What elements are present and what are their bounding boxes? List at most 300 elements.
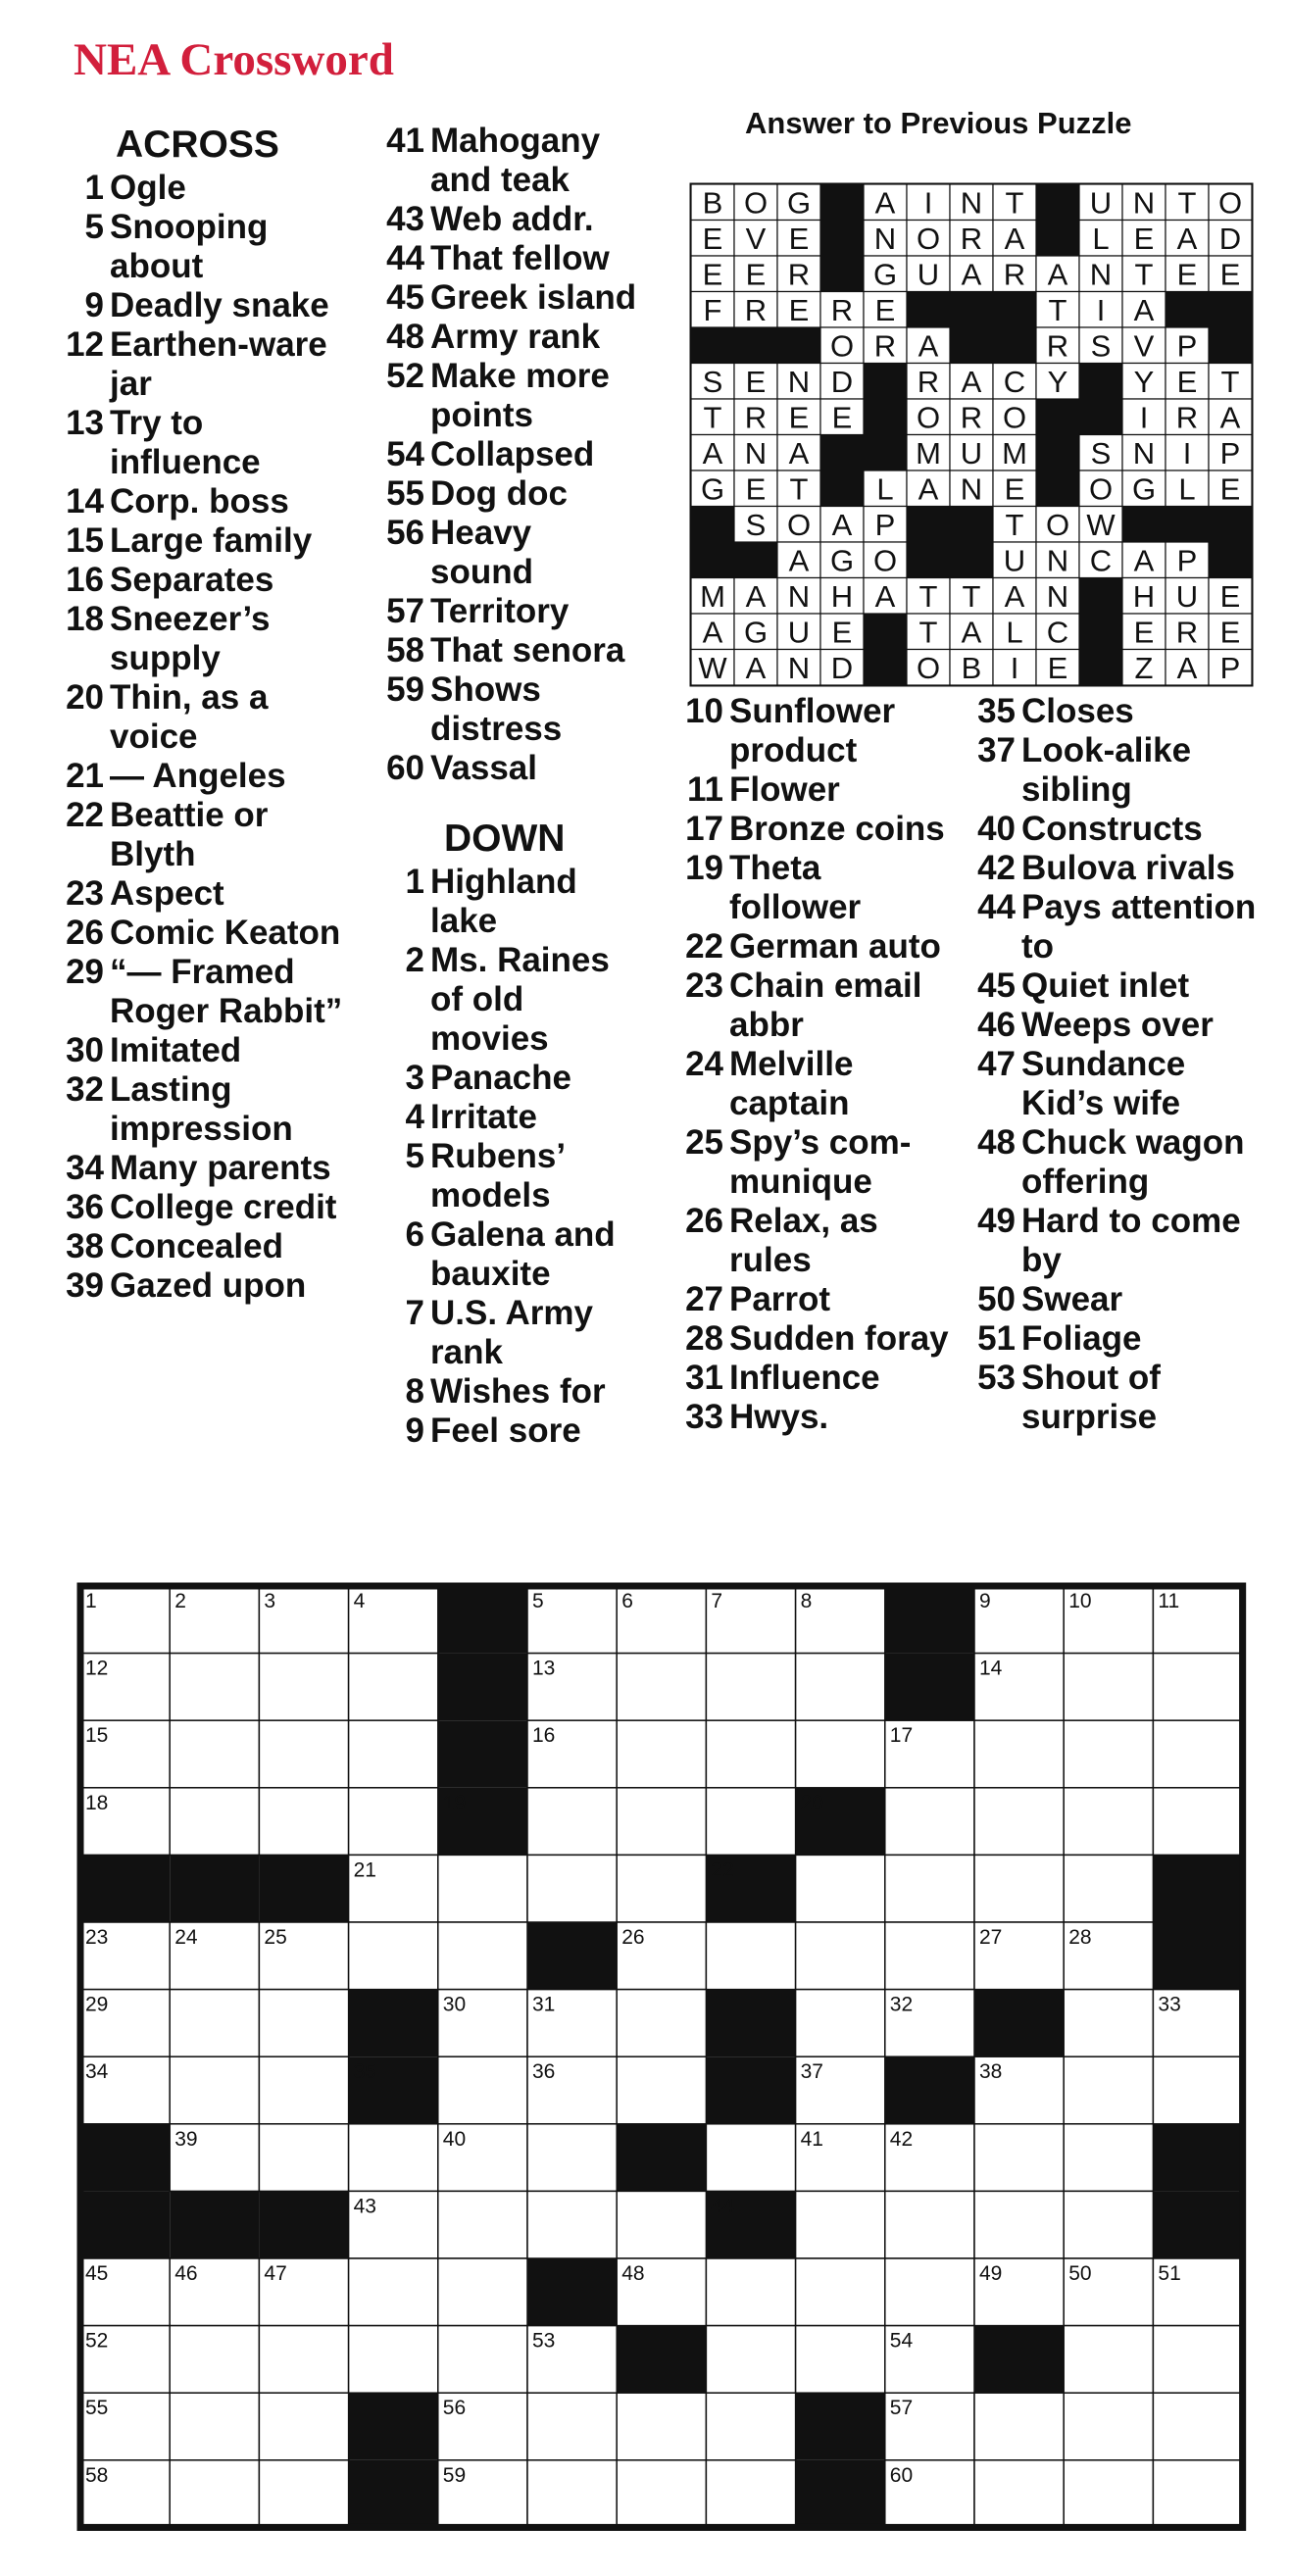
grid-cell[interactable] — [1064, 1788, 1153, 1856]
grid-cell[interactable] — [259, 2124, 348, 2192]
grid-number: 37 — [800, 2060, 823, 2084]
grid-cell[interactable] — [1153, 1788, 1242, 1856]
grid-cell[interactable] — [349, 2258, 438, 2326]
answer-block — [1079, 364, 1122, 400]
answer-letter: P — [1219, 650, 1241, 685]
grid-cell[interactable] — [349, 2124, 438, 2192]
grid-block — [796, 2393, 885, 2460]
answer-block — [907, 542, 950, 578]
crossword-grid[interactable] — [74, 1580, 1276, 2541]
clue-down-53 — [939, 1359, 1263, 1437]
grid-block — [259, 2191, 348, 2258]
clue-number: 6 — [405, 1215, 424, 1254]
clue-text: — Angeles — [110, 757, 286, 795]
answer-letter: U — [1175, 578, 1199, 614]
answer-block — [1209, 542, 1252, 578]
answer-block — [1036, 221, 1079, 257]
grid-cell[interactable] — [259, 2460, 348, 2528]
clue-text: Chuck wagon offering — [1021, 1123, 1245, 1201]
grid-cell[interactable] — [349, 1922, 438, 1990]
clue-text: Territory — [430, 592, 570, 630]
clue-text: College credit — [110, 1188, 337, 1226]
answer-letter: F — [703, 292, 722, 327]
grid-number: 40 — [442, 2127, 467, 2151]
clue-text: Hard to come by — [1021, 1202, 1241, 1279]
clue-down-46 — [939, 1006, 1263, 1045]
answer-letter: U — [917, 257, 940, 292]
clue-text: Theta follower — [729, 849, 862, 926]
grid-cell[interactable] — [527, 2191, 617, 2258]
grid-number: 30 — [442, 1993, 467, 2016]
answer-letter: A — [918, 471, 939, 507]
grid-cell[interactable] — [1064, 1720, 1153, 1788]
grid-block — [527, 1922, 617, 1990]
clue-number: 50 — [977, 1280, 1016, 1318]
grid-cell[interactable] — [796, 2191, 885, 2258]
clue-text: Greek island — [430, 278, 637, 317]
clue-text: Ms. Raines of old movies — [430, 941, 610, 1058]
answer-letter: V — [745, 221, 767, 256]
grid-cell[interactable] — [170, 2056, 259, 2124]
down-heading: DOWN — [444, 817, 566, 860]
clue-down-8 — [348, 1372, 642, 1412]
clue-down-40 — [939, 810, 1263, 849]
grid-number: 57 — [889, 2397, 914, 2420]
answer-letter: E — [1004, 471, 1025, 507]
grid-cell[interactable] — [796, 1720, 885, 1788]
answer-letter: E — [831, 400, 853, 435]
answer-letter: O — [872, 543, 898, 578]
grid-number: 3 — [264, 1590, 276, 1612]
answer-letter: A — [788, 543, 810, 578]
answer-block — [950, 507, 993, 543]
grid-cell[interactable] — [974, 1720, 1064, 1788]
answer-letter: A — [1133, 543, 1155, 578]
grid-cell[interactable] — [1064, 2393, 1153, 2460]
grid-number: 17 — [889, 1724, 914, 1748]
grid-cell[interactable] — [1064, 2191, 1153, 2258]
grid-cell[interactable] — [1064, 1990, 1153, 2057]
grid-cell[interactable] — [617, 1654, 706, 1721]
grid-cell[interactable] — [617, 2191, 706, 2258]
answer-letter: D — [830, 364, 854, 399]
clue-number: 31 — [685, 1359, 723, 1397]
grid-cell[interactable] — [259, 2056, 348, 2124]
answer-block — [1166, 292, 1209, 328]
clue-across-60 — [348, 749, 642, 788]
answer-letter: N — [744, 435, 768, 471]
clue-down-10 — [647, 692, 951, 770]
clue-number: 11 — [687, 770, 723, 809]
clue-across-21 — [49, 757, 363, 796]
answer-letter: A — [745, 650, 767, 685]
grid-cell[interactable] — [438, 1922, 527, 1990]
grid-block — [885, 1654, 974, 1721]
grid-number: 34 — [85, 2060, 109, 2084]
grid-number: 19 — [442, 1791, 467, 1814]
grid-cell[interactable] — [527, 2460, 617, 2528]
grid-cell[interactable] — [1153, 1720, 1242, 1788]
grid-cell[interactable] — [527, 1855, 617, 1922]
grid-cell[interactable] — [885, 1788, 974, 1856]
grid-number: 21 — [353, 1858, 376, 1882]
grid-cell[interactable] — [259, 2326, 348, 2394]
clue-number: 54 — [386, 435, 424, 473]
grid-cell[interactable] — [974, 2124, 1064, 2192]
grid-cell[interactable] — [1153, 2056, 1242, 2124]
clue-text: Ogle — [110, 169, 186, 207]
answer-letter: A — [874, 578, 896, 614]
grid-cell[interactable] — [259, 1990, 348, 2057]
answer-letter: M — [700, 578, 725, 614]
clue-down-33 — [647, 1398, 951, 1437]
grid-cell[interactable] — [885, 1855, 974, 1922]
grid-block — [617, 2326, 706, 2394]
grid-cell[interactable] — [796, 1654, 885, 1721]
clue-text: Web addr. — [430, 200, 594, 238]
answer-letter: R — [960, 400, 983, 435]
answer-letter: L — [1178, 471, 1196, 507]
grid-cell[interactable] — [974, 1855, 1064, 1922]
clue-text: Wishes for — [430, 1372, 606, 1411]
grid-cell[interactable] — [259, 1654, 348, 1721]
grid-block — [80, 2124, 170, 2192]
grid-cell[interactable] — [974, 2460, 1064, 2528]
answer-letter: E — [1176, 257, 1198, 292]
clue-down-4 — [348, 1098, 642, 1137]
grid-cell[interactable] — [170, 1788, 259, 1856]
grid-cell[interactable] — [1064, 1855, 1153, 1922]
grid-cell[interactable] — [706, 1654, 795, 1721]
grid-cell[interactable] — [170, 2326, 259, 2394]
answer-letter: T — [703, 400, 722, 435]
clue-number: 45 — [977, 966, 1016, 1005]
answer-letter: O — [1045, 507, 1070, 542]
down-clues-column-2 — [647, 692, 951, 1437]
clue-across-16 — [49, 561, 363, 600]
grid-number: 23 — [85, 1926, 109, 1949]
clue-text: Sudden foray — [729, 1319, 949, 1358]
clue-text: Gazed upon — [110, 1266, 307, 1305]
answer-letter: E — [788, 221, 810, 256]
answer-letter: A — [918, 328, 939, 364]
answer-block — [820, 221, 864, 257]
answer-letter: O — [1088, 471, 1114, 507]
clue-number: 13 — [66, 404, 104, 442]
answer-letter: E — [1133, 221, 1155, 256]
answer-letter: A — [1004, 578, 1025, 614]
grid-block — [349, 1990, 438, 2057]
grid-cell[interactable] — [349, 1654, 438, 1721]
clue-text: Heavy sound — [430, 514, 533, 591]
grid-cell[interactable] — [438, 2056, 527, 2124]
grid-cell[interactable] — [617, 1720, 706, 1788]
grid-cell[interactable] — [885, 1922, 974, 1990]
clue-number: 51 — [977, 1319, 1016, 1358]
clue-text: Corp. boss — [110, 482, 289, 520]
grid-number: 54 — [889, 2329, 914, 2353]
clue-text: Influence — [729, 1359, 880, 1397]
grid-cell[interactable] — [796, 2258, 885, 2326]
grid-number: 12 — [85, 1657, 109, 1680]
clue-text: Snooping about — [110, 208, 269, 285]
answer-block — [1036, 435, 1079, 471]
answer-letter: Z — [1134, 650, 1154, 685]
answer-letter: A — [702, 615, 723, 650]
grid-cell[interactable] — [1153, 2393, 1242, 2460]
clue-number: 37 — [977, 731, 1016, 769]
answer-letter: T — [918, 578, 938, 614]
down-clue-list-continued — [647, 692, 951, 1437]
answer-letter: L — [876, 471, 894, 507]
clue-number: 32 — [66, 1070, 104, 1109]
answer-letter: M — [1002, 435, 1027, 471]
clue-across-13 — [49, 404, 363, 482]
clue-text: Spy’s com-munique — [729, 1123, 912, 1201]
answer-letter: H — [1132, 578, 1156, 614]
grid-number: 4 — [353, 1590, 366, 1612]
clue-number: 44 — [386, 239, 424, 277]
clue-number: 38 — [66, 1227, 104, 1265]
grid-cell[interactable] — [527, 2124, 617, 2192]
clue-number: 24 — [685, 1045, 723, 1083]
grid-cell[interactable] — [170, 2460, 259, 2528]
clue-text: Quiet inlet — [1021, 966, 1190, 1005]
clue-down-27 — [647, 1280, 951, 1319]
answer-letter: N — [1046, 543, 1069, 578]
grid-cell[interactable] — [706, 1922, 795, 1990]
answer-letter: A — [1047, 257, 1068, 292]
answer-letter: E — [1219, 257, 1241, 292]
answer-letter: L — [1006, 615, 1023, 650]
answer-letter: E — [788, 292, 810, 327]
grid-cell[interactable] — [259, 1720, 348, 1788]
answer-block — [734, 542, 777, 578]
grid-cell[interactable] — [796, 1990, 885, 2057]
answer-block — [820, 435, 864, 471]
clue-across-29 — [49, 953, 363, 1031]
grid-cell[interactable] — [885, 2191, 974, 2258]
answer-letter: R — [917, 364, 940, 399]
answer-block — [820, 184, 864, 221]
clue-text: Many parents — [110, 1149, 331, 1187]
answer-letter: A — [1133, 292, 1155, 327]
clue-down-22 — [647, 927, 951, 966]
grid-cell[interactable] — [170, 1720, 259, 1788]
clue-number: 21 — [66, 757, 104, 795]
answer-letter: A — [831, 507, 853, 542]
grid-cell[interactable] — [1064, 2056, 1153, 2124]
clue-number: 34 — [66, 1149, 104, 1187]
grid-cell[interactable] — [706, 2326, 795, 2394]
grid-number: 38 — [979, 2060, 1003, 2084]
grid-number: 1 — [85, 1590, 97, 1612]
grid-cell[interactable] — [617, 1990, 706, 2057]
grid-cell[interactable] — [1064, 1654, 1153, 1721]
grid-number: 39 — [174, 2127, 198, 2151]
grid-cell[interactable] — [349, 1788, 438, 1856]
grid-number: 25 — [264, 1926, 287, 1949]
grid-cell[interactable] — [527, 2393, 617, 2460]
answer-letter: O — [743, 185, 769, 221]
grid-cell[interactable] — [1064, 2124, 1153, 2192]
grid-number: 52 — [85, 2329, 109, 2353]
grid-cell[interactable] — [974, 1788, 1064, 1856]
grid-block — [796, 2460, 885, 2528]
grid-cell[interactable] — [796, 2326, 885, 2394]
clue-text: Aspect — [110, 874, 224, 913]
grid-cell[interactable] — [1064, 2326, 1153, 2394]
answer-letter: E — [702, 221, 723, 256]
answer-letter: N — [1132, 435, 1156, 471]
clue-text: Melville captain — [729, 1045, 854, 1122]
clue-across-23 — [49, 874, 363, 914]
grid-cell[interactable] — [617, 1855, 706, 1922]
clue-text: Collapsed — [430, 435, 595, 473]
clue-number: 2 — [405, 941, 424, 979]
clue-across-57 — [348, 592, 642, 631]
answer-letter: E — [788, 400, 810, 435]
clue-number: 7 — [405, 1294, 424, 1332]
clue-text: Foliage — [1021, 1319, 1142, 1358]
answer-block — [950, 327, 993, 364]
grid-cell[interactable] — [706, 2460, 795, 2528]
grid-cell[interactable] — [170, 1654, 259, 1721]
clue-number: 57 — [386, 592, 424, 630]
grid-number: 15 — [85, 1724, 109, 1748]
clue-across-14 — [49, 482, 363, 521]
clue-text: Pays attention to — [1021, 888, 1257, 966]
grid-number: 6 — [621, 1590, 633, 1612]
grid-block — [438, 1586, 527, 1654]
clue-number: 30 — [66, 1031, 104, 1069]
clue-text: Sundance Kid’s wife — [1021, 1045, 1186, 1122]
answer-letter: A — [1176, 650, 1198, 685]
grid-cell[interactable] — [259, 1788, 348, 1856]
clue-text: Make more points — [430, 357, 610, 434]
grid-cell[interactable] — [974, 2393, 1064, 2460]
grid-cell[interactable] — [617, 1788, 706, 1856]
grid-number: 32 — [889, 1993, 914, 2016]
answer-letter: R — [960, 221, 983, 256]
answer-letter: E — [1219, 471, 1241, 507]
clue-number: 25 — [685, 1123, 723, 1162]
clue-text: Closes — [1021, 692, 1134, 730]
grid-cell[interactable] — [170, 1990, 259, 2057]
clue-number: 48 — [386, 318, 424, 356]
grid-cell[interactable] — [1153, 1654, 1242, 1721]
answer-letter: N — [960, 471, 983, 507]
grid-cell[interactable] — [617, 2393, 706, 2460]
answer-letter: I — [923, 185, 933, 221]
answer-letter: R — [1175, 615, 1199, 650]
grid-cell[interactable] — [796, 1855, 885, 1922]
clue-number: 5 — [405, 1137, 424, 1175]
grid-cell[interactable] — [617, 2056, 706, 2124]
grid-cell[interactable] — [527, 1788, 617, 1856]
grid-number: 46 — [174, 2262, 198, 2285]
grid-cell[interactable] — [349, 2326, 438, 2394]
grid-cell[interactable] — [1064, 2460, 1153, 2528]
answer-letter: T — [1048, 292, 1067, 327]
clue-number: 56 — [386, 514, 424, 552]
clue-text: Try to influence — [110, 404, 261, 481]
answer-letter: N — [1089, 257, 1113, 292]
grid-cell[interactable] — [438, 1855, 527, 1922]
clue-down-26 — [647, 1202, 951, 1280]
clue-across-5 — [49, 208, 363, 286]
answer-letter: A — [874, 185, 896, 221]
clue-text: Flower — [729, 770, 840, 809]
grid-block — [885, 1586, 974, 1654]
clue-text: Dog doc — [430, 474, 568, 513]
grid-cell[interactable] — [438, 2191, 527, 2258]
grid-cell[interactable] — [706, 1720, 795, 1788]
grid-cell[interactable] — [885, 2258, 974, 2326]
grid-cell[interactable] — [706, 2393, 795, 2460]
grid-cell[interactable] — [706, 2258, 795, 2326]
answer-letter: S — [702, 364, 723, 399]
clue-text: Swear — [1021, 1280, 1123, 1318]
grid-cell[interactable] — [170, 2393, 259, 2460]
clue-across-12 — [49, 325, 363, 404]
grid-number: 44 — [711, 2195, 734, 2218]
answer-letter: T — [1220, 364, 1240, 399]
across-clue-list-continued — [348, 122, 642, 788]
grid-cell[interactable] — [1153, 2326, 1242, 2394]
clue-number: 15 — [66, 521, 104, 560]
answer-letter: W — [1086, 507, 1116, 542]
answer-letter: P — [874, 507, 896, 542]
answer-letter: A — [1004, 221, 1025, 256]
grid-number: 10 — [1068, 1590, 1092, 1612]
clue-text: Feel sore — [430, 1412, 581, 1450]
grid-number: 27 — [979, 1926, 1003, 1949]
clue-text: Shout of surprise — [1021, 1359, 1161, 1436]
previous-answer-label: Answer to Previous Puzzle — [745, 106, 1132, 140]
grid-cell[interactable] — [259, 2393, 348, 2460]
answer-letter: R — [1003, 257, 1026, 292]
grid-cell[interactable] — [349, 1720, 438, 1788]
grid-cell[interactable] — [438, 2326, 527, 2394]
clue-text: Army rank — [430, 318, 601, 356]
clue-across-30 — [49, 1031, 363, 1070]
grid-number: 49 — [979, 2262, 1003, 2285]
grid-cell[interactable] — [438, 2258, 527, 2326]
answer-letter: I — [1182, 435, 1192, 471]
grid-cell[interactable] — [1153, 2460, 1242, 2528]
clue-number: 5 — [84, 208, 104, 246]
clue-across-41 — [348, 122, 642, 200]
grid-number: 11 — [1158, 1590, 1180, 1612]
clue-down-17 — [647, 810, 951, 849]
clue-number: 45 — [386, 278, 424, 317]
answer-letter: N — [787, 578, 811, 614]
grid-cell[interactable] — [706, 1788, 795, 1856]
answer-letter: A — [1176, 221, 1198, 256]
clue-across-18 — [49, 600, 363, 678]
grid-cell[interactable] — [706, 2124, 795, 2192]
clue-number: 4 — [405, 1098, 424, 1136]
grid-cell[interactable] — [617, 2460, 706, 2528]
answer-letter: N — [1132, 185, 1156, 221]
clue-text: That senora — [430, 631, 625, 669]
answer-letter: B — [961, 650, 982, 685]
clue-down-35 — [939, 692, 1263, 731]
grid-cell[interactable] — [974, 2191, 1064, 2258]
grid-number: 7 — [711, 1590, 723, 1612]
grid-cell[interactable] — [796, 1922, 885, 1990]
